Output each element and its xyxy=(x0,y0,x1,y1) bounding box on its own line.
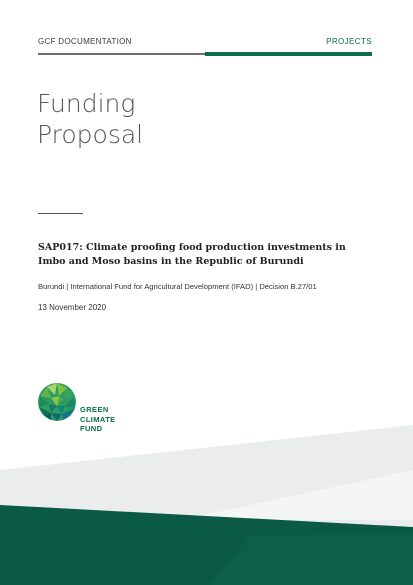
header-rule-green xyxy=(205,52,372,56)
header-section-label: PROJECTS xyxy=(326,37,372,46)
title-line-2: Proposal xyxy=(37,120,144,149)
logo-line-2: CLIMATE xyxy=(80,414,116,424)
logo-line-1: GREEN xyxy=(80,405,109,414)
project-title: SAP017: Climate proofing food production investments in Imbo and Moso basins in the Republic of Burundi xyxy=(38,242,346,267)
page-title xyxy=(37,88,143,150)
header-doc-label: GCF DOCUMENTATION xyxy=(38,37,132,46)
logo-line-3: FUND xyxy=(80,424,103,433)
gcf-globe-logo-icon xyxy=(37,382,77,422)
project-date: 13 November 2020 xyxy=(38,303,107,312)
gcf-logo-wordmark xyxy=(80,405,116,434)
project-meta: Burundi | International Fund for Agricultural Development (IFAD) | Decision B.27/01 xyxy=(38,282,317,291)
title-line-1: Funding xyxy=(37,89,136,118)
header-rule-grey xyxy=(38,53,205,55)
title-divider xyxy=(38,213,83,214)
